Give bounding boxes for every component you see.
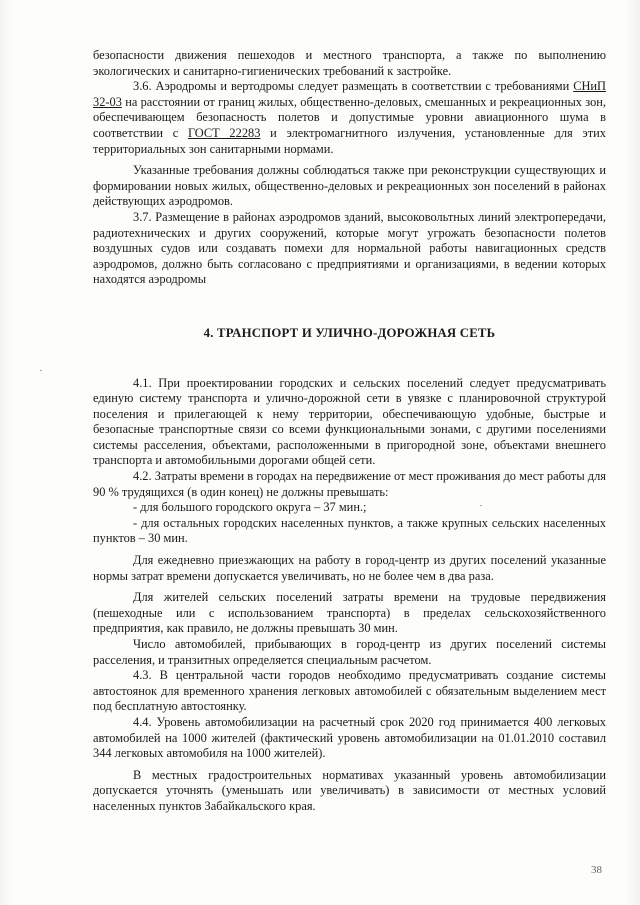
paragraph-4-1: 4.1. При проектировании городских и сельских поселений следует предусматривать единую систему транспорта и улично-дорожной сети в увязке с планировочной структурой поселения и прилегающей к нему территории, обеспечивающую удобные, быстрые и безопасные транспортные связи со всеми функциональными зонами, с другими поселениями системы расселения, объектами, расположенными в пригородной зоне, объектами внешнего транспорта и автомобильными дорогами общей сети. xyxy=(93,375,606,468)
paragraph-4-4: 4.4. Уровень автомобилизации на расчетный срок 2020 год принимается 400 легковых автомобилей на 1000 жителей (фактический уровень автомобилизации на 01.01.2010 составил 344 легковых автомобиля на 1000 жителей). xyxy=(93,714,606,761)
paragraph-daily-commuters: Для ежедневно приезжающих на работу в город-центр из других поселений указанные нормы затрат времени допускается увеличивать, но не более чем в два раза. xyxy=(93,553,606,583)
paragraph-3-5-end: безопасности движения пешеходов и местного транспорта, а также по выполнению экологических и санитарно-гигиенических требований к застройке. xyxy=(93,48,606,78)
paragraph-3-7: 3.7. Размещение в районах аэродромов зданий, высоковольтных линий электропередачи, радиотехнических и других сооружений, которые могут угрожать безопасности полетов воздушных судов или создавать помехи для нормальной работы навигационных средств аэродромов, должно быть согласовано с предприятиями и организациями, в ведении которых находятся аэродромы xyxy=(93,209,606,287)
page-number: 38 xyxy=(591,864,602,876)
paragraph-3-6: 3.6. Аэродромы и вертодромы следует размещать в соответствии с требованиями СНиП 32-03 на расстоянии от границ жилых, общественно-деловых, смешанных и рекреационных зон, обеспечивающем безопасность полетов и допустимые уровни авиационного шума в соответствии с ГОСТ 22283 и электромагнитного излучения, установленные для этих территориальных зон санитарными нормами. xyxy=(93,79,606,156)
scan-speck xyxy=(40,370,42,371)
list-item: - для остальных городских населенных пунктов, а также крупных сельских населенных пунктов – 30 мин. xyxy=(93,515,606,546)
gost-reference-link[interactable]: ГОСТ 22283 xyxy=(187,125,261,140)
snip-reference-link[interactable]: СНиП 32-03 xyxy=(93,79,606,109)
paragraph-local-norms: В местных градостроительных нормативах указанный уровень автомобилизации допускается уточнять (уменьшать или увеличивать) в зависимости от местных условий населенных пунктов Забайкальского края. xyxy=(93,767,606,813)
paragraph-requirements: Указанные требования должны соблюдаться также при реконструкции существующих и формировании новых жилых, общественно-деловых и рекреационных зон поселений в районах действующих аэродромов. xyxy=(93,163,606,209)
scan-speck xyxy=(480,505,482,506)
section-heading: 4. ТРАНСПОРТ И УЛИЧНО-ДОРОЖНАЯ СЕТЬ xyxy=(203,325,496,340)
page-body xyxy=(93,48,606,815)
paragraph-rural-commute: Для жителей сельских поселений затраты времени на трудовые передвижения (пешеходные или с использованием транспорта) в пределах сельскохозяйственного предприятия, как правило, не должны превышать 30 мин. xyxy=(93,590,606,636)
list-item: - для большого городского округа – 37 мин.; xyxy=(133,500,367,515)
paragraph-transit-count: Число автомобилей, прибывающих в город-центр из других поселений системы расселения, и транзитных определяется специальным расчетом. xyxy=(93,637,606,667)
paragraph-4-3: 4.3. В центральной части городов необходимо предусматривать создание системы автостоянок для временного хранения легковых автомобилей с обязательным выделением мест под бесплатную автостоянку. xyxy=(93,668,606,714)
paragraph-4-2: 4.2. Затраты времени в городах на передвижение от мест проживания до мест работы для 90 % трудящихся (в один конец) не должны превышать: xyxy=(93,469,606,499)
